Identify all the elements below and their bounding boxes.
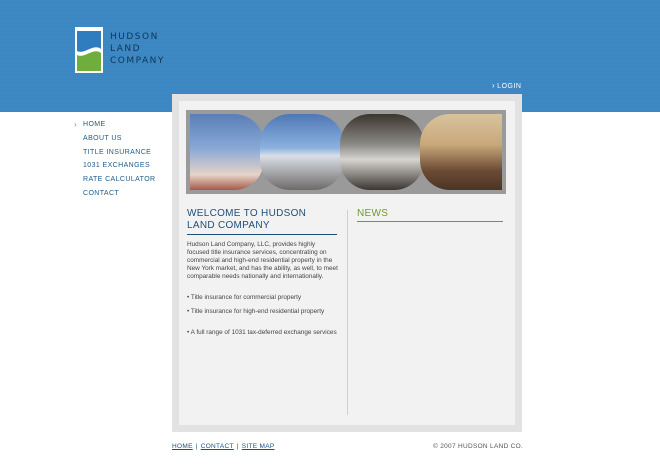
bullet-item: • Title insurance for high-end residential property (187, 308, 325, 315)
news-heading: NEWS (357, 208, 503, 222)
nav-item-label: 1031 EXCHANGES (83, 162, 151, 170)
column-divider (347, 210, 348, 415)
nav-item-label: CONTACT (83, 189, 120, 197)
nav-item-label: TITLE INSURANCE (83, 148, 152, 156)
login-link[interactable] (492, 81, 521, 90)
banner-photo-jet (260, 114, 344, 190)
nav-item-contact[interactable] (75, 190, 156, 204)
logo-icon[interactable] (75, 27, 103, 73)
hero-banner (186, 110, 506, 194)
nav-item-title-insurance[interactable] (75, 149, 156, 163)
footer-link-home[interactable]: HOME (172, 443, 193, 450)
footer-links (172, 443, 275, 450)
nav-item-about-us[interactable] (75, 135, 156, 149)
welcome-heading (187, 208, 337, 235)
bullet-item: • Title insurance for commercial property (187, 294, 302, 301)
footer-link-contact[interactable]: CONTACT (200, 443, 234, 450)
logo-graphic (77, 29, 101, 71)
footer-separator: | (236, 443, 239, 450)
nav-item-rate-calculator[interactable] (75, 176, 156, 190)
bullet-item: • A full range of 1031 tax-deferred exchange services (187, 329, 337, 336)
banner-photo-skyscraper (190, 114, 264, 190)
active-chevron-icon: › (74, 120, 78, 129)
logo-line-3: COMPANY (110, 56, 165, 66)
welcome-heading-line-2: LAND COMPANY (187, 220, 270, 231)
logo-line-1: HUDSON (110, 32, 159, 42)
nav-item-home[interactable] (75, 121, 156, 135)
footer-separator: | (195, 443, 198, 450)
banner-photo-interior (420, 114, 502, 190)
logo-text[interactable] (110, 31, 165, 67)
copyright-text: © 2007 HUDSON LAND CO. (433, 443, 524, 450)
nav-item-label: ABOUT US (83, 134, 122, 142)
intro-paragraph: Hudson Land Company, LLC, provides highly focused title insurance services, concentrating on commercial and high-end residential property in the New York market, and has the ability, as well, to meet comparable needs nationally and internationally. (187, 241, 338, 281)
nav-item-label: HOME (83, 121, 106, 128)
logo-line-2: LAND (110, 44, 142, 54)
banner-photo-staircase (340, 114, 424, 190)
footer-link-site-map[interactable]: SITE MAP (241, 443, 275, 450)
side-navigation (75, 121, 156, 204)
chevron-right-icon: › (492, 81, 496, 90)
nav-item-label: RATE CALCULATOR (83, 176, 156, 184)
login-label: LOGIN (497, 83, 522, 90)
welcome-heading-line-1: WELCOME TO HUDSON (187, 208, 307, 219)
nav-item-1031-exchanges[interactable] (75, 162, 156, 176)
